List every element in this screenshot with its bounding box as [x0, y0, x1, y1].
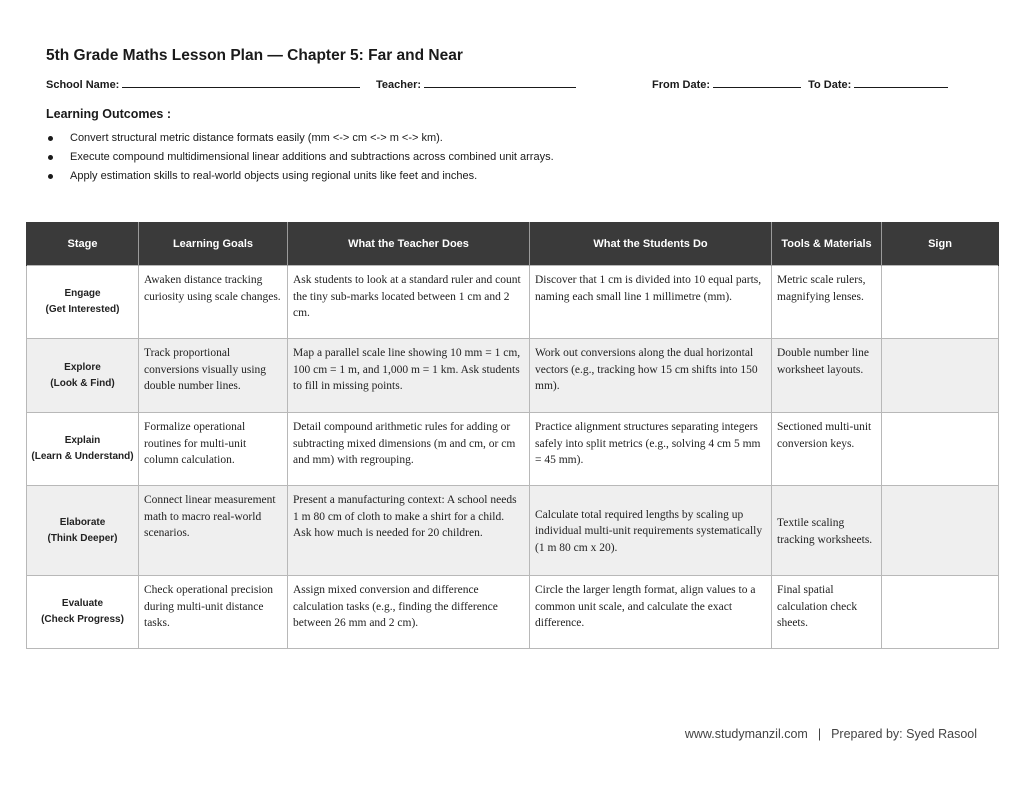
header-teacher-does: What the Teacher Does	[288, 222, 530, 266]
learning-outcomes-heading: Learning Outcomes :	[46, 107, 172, 121]
date-range-field	[652, 78, 948, 91]
sign-cell[interactable]	[882, 486, 999, 576]
tools-cell: Textile scaling tracking worksheets.	[772, 486, 882, 576]
from-date-blank	[713, 78, 801, 88]
teacher-cell: Detail compound arithmetic rules for adding or subtracting mixed dimensions (m and cm, or cm and mm) with regrouping.	[288, 413, 530, 486]
header-sign: Sign	[882, 222, 999, 266]
from-date-label: From Date:	[652, 79, 711, 91]
stage-subtitle: (Learn & Understand)	[31, 451, 134, 462]
stage-subtitle: (Check Progress)	[41, 614, 124, 625]
table-row	[27, 339, 999, 413]
students-cell: Calculate total required lengths by scaling up individual multi-unit requirements systematically (1 m 80 cm x 20).	[530, 486, 772, 576]
students-cell: Practice alignment structures separating integers safely into split metrics (e.g., solving 4 cm 5 mm = 45 mm).	[530, 413, 772, 486]
page-footer	[685, 727, 977, 741]
learning-outcomes-list	[46, 129, 554, 186]
goals-cell: Formalize operational routines for multi-unit column calculation.	[139, 413, 288, 486]
footer-website: www.studymanzil.com	[684, 727, 808, 741]
tools-cell: Metric scale rulers, magnifying lenses.	[772, 266, 882, 339]
stage-name: Explain	[64, 435, 101, 446]
stage-subtitle: (Look & Find)	[50, 377, 115, 389]
stage-name: Elaborate	[59, 516, 106, 528]
sign-cell[interactable]	[882, 339, 999, 413]
teacher-cell: Ask students to look at a standard ruler and count the tiny sub-marks located between 1 cm and 2 cm.	[288, 266, 530, 339]
stage-name: Engage	[64, 288, 101, 299]
table-row	[27, 576, 999, 649]
header-stage: Stage	[27, 222, 139, 266]
to-date-label: To Date:	[808, 79, 852, 91]
goals-cell: Check operational precision during multi-unit distance tasks.	[139, 576, 288, 649]
stage-cell	[27, 576, 139, 649]
outcome-item: Apply estimation skills to real-world objects using regional units like feet and inches.	[46, 167, 554, 186]
teacher-field	[376, 78, 576, 91]
teacher-cell: Map a parallel scale line showing 10 mm = 1 cm, 100 cm = 1 m, and 1,000 m = 1 km. Ask students to fill in missing points.	[288, 339, 530, 413]
to-date-blank	[854, 78, 948, 88]
sign-cell[interactable]	[882, 576, 999, 649]
header-students-do: What the Students Do	[530, 222, 772, 266]
table-header-row	[27, 222, 999, 266]
footer-prepared-by: Prepared by: Syed Rasool	[831, 727, 977, 741]
school-name-label: School Name:	[46, 79, 120, 91]
students-cell: Work out conversions along the dual horizontal vectors (e.g., tracking how 15 cm shifts into 150 mm).	[530, 339, 772, 413]
table-row	[27, 486, 999, 576]
page-title: 5th Grade Maths Lesson Plan — Chapter 5: Far and Near	[46, 47, 463, 64]
tools-cell: Sectioned multi-unit conversion keys.	[772, 413, 882, 486]
students-cell: Circle the larger length format, align values to a common unit scale, and calculate the exact difference.	[530, 576, 772, 649]
sign-cell[interactable]	[882, 266, 999, 339]
sign-cell[interactable]	[882, 413, 999, 486]
stage-cell	[27, 266, 139, 339]
tools-cell: Final spatial calculation check sheets.	[772, 576, 882, 649]
school-name-field	[46, 78, 360, 91]
header-learning-goals: Learning Goals	[139, 222, 288, 266]
outcome-item: Execute compound multidimensional linear additions and subtractions across combined unit arrays.	[46, 148, 554, 167]
stage-subtitle: (Think Deeper)	[47, 532, 118, 544]
stage-name: Evaluate	[61, 598, 104, 609]
goals-cell: Awaken distance tracking curiosity using scale changes.	[139, 266, 288, 339]
header-tools-materials: Tools & Materials	[772, 222, 882, 266]
stage-cell	[27, 486, 139, 576]
outcome-item: Convert structural metric distance formats easily (mm <-> cm <-> m <-> km).	[46, 129, 554, 148]
school-name-blank	[122, 78, 360, 88]
goals-cell: Connect linear measurement math to macro real-world scenarios.	[139, 486, 288, 576]
lesson-plan-table	[26, 222, 999, 649]
stage-cell	[27, 413, 139, 486]
stage-cell	[27, 339, 139, 413]
stage-name: Explore	[64, 361, 101, 373]
teacher-cell: Assign mixed conversion and difference calculation tasks (e.g., finding the difference between 26 mm and 2 cm).	[288, 576, 530, 649]
teacher-label: Teacher:	[376, 79, 422, 91]
students-cell: Discover that 1 cm is divided into 10 equal parts, naming each small line 1 millimetre (mm).	[530, 266, 772, 339]
goals-cell: Track proportional conversions visually using double number lines.	[139, 339, 288, 413]
table-row	[27, 266, 999, 339]
stage-subtitle: (Get Interested)	[45, 304, 120, 315]
teacher-blank	[424, 78, 576, 88]
footer-separator: |	[817, 727, 822, 741]
table-row	[27, 413, 999, 486]
tools-cell: Double number line worksheet layouts.	[772, 339, 882, 413]
teacher-cell: Present a manufacturing context: A school needs 1 m 80 cm of cloth to make a shirt for a child. Ask how much is needed for 20 children.	[288, 486, 530, 576]
